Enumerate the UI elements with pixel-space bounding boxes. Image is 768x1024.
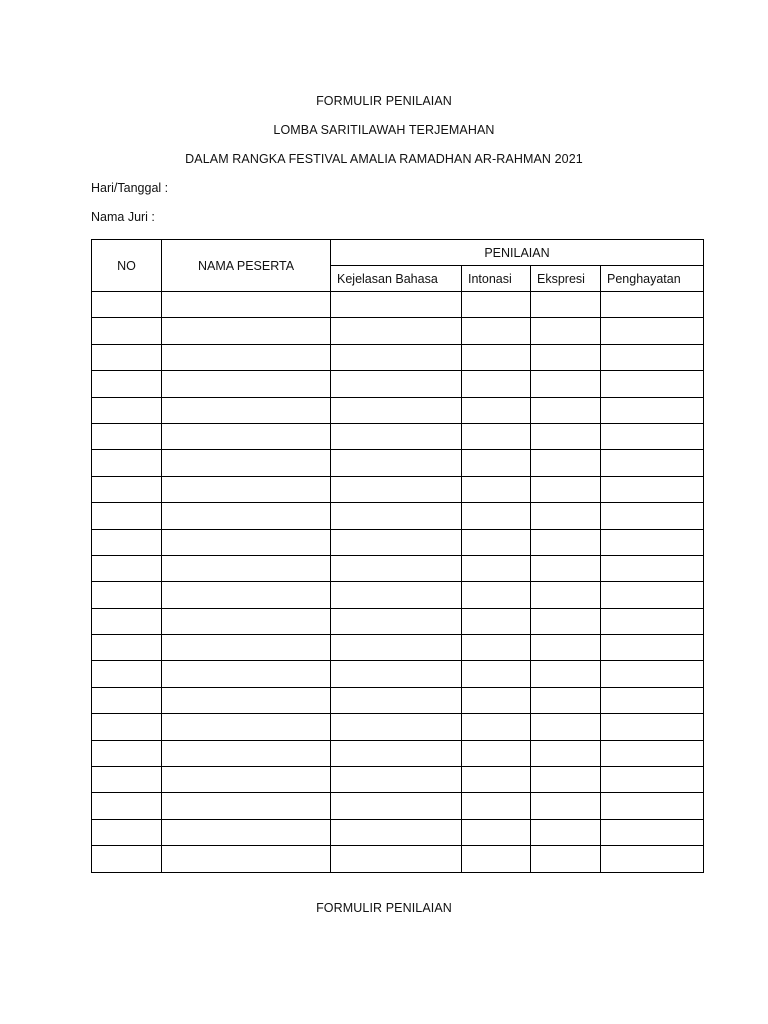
cell-expression-score: [531, 661, 601, 687]
cell-intonation-score: [462, 292, 531, 318]
cell-no: [92, 318, 162, 344]
table-row: [92, 344, 704, 370]
cell-expression-score: [531, 318, 601, 344]
cell-clarity-score: [331, 344, 462, 370]
cell-intonation-score: [462, 687, 531, 713]
cell-appreciation-score: [601, 767, 704, 793]
table-row: [92, 714, 704, 740]
cell-appreciation-score: [601, 714, 704, 740]
cell-participant-name: [162, 714, 331, 740]
event-title: DALAM RANGKA FESTIVAL AMALIA RAMADHAN AR-RAHMAN 2021: [185, 152, 583, 166]
cell-intonation-score: [462, 476, 531, 502]
cell-participant-name: [162, 635, 331, 661]
cell-participant-name: [162, 608, 331, 634]
cell-no: [92, 687, 162, 713]
table-row: [92, 423, 704, 449]
cell-participant-name: [162, 529, 331, 555]
table-row: [92, 476, 704, 502]
table-row: [92, 687, 704, 713]
cell-clarity-score: [331, 529, 462, 555]
cell-intonation-score: [462, 503, 531, 529]
table-row: [92, 846, 704, 872]
cell-intonation-score: [462, 450, 531, 476]
cell-appreciation-score: [601, 608, 704, 634]
cell-participant-name: [162, 344, 331, 370]
cell-no: [92, 582, 162, 608]
header-criterion-clarity: Kejelasan Bahasa: [331, 266, 462, 292]
cell-appreciation-score: [601, 793, 704, 819]
table-body: [92, 292, 704, 873]
cell-participant-name: [162, 846, 331, 872]
cell-no: [92, 793, 162, 819]
cell-participant-name: [162, 819, 331, 845]
cell-no: [92, 819, 162, 845]
cell-intonation-score: [462, 555, 531, 581]
form-title: FORMULIR PENILAIAN: [316, 94, 452, 108]
cell-appreciation-score: [601, 397, 704, 423]
cell-appreciation-score: [601, 423, 704, 449]
table-row: [92, 292, 704, 318]
cell-appreciation-score: [601, 529, 704, 555]
table-row: [92, 767, 704, 793]
table-row: [92, 371, 704, 397]
cell-intonation-score: [462, 793, 531, 819]
cell-no: [92, 608, 162, 634]
cell-participant-name: [162, 767, 331, 793]
cell-clarity-score: [331, 423, 462, 449]
cell-clarity-score: [331, 608, 462, 634]
cell-clarity-score: [331, 292, 462, 318]
cell-expression-score: [531, 819, 601, 845]
table-row: [92, 582, 704, 608]
cell-no: [92, 292, 162, 318]
cell-intonation-score: [462, 582, 531, 608]
cell-intonation-score: [462, 344, 531, 370]
header-criterion-expression: Ekspresi: [531, 266, 601, 292]
cell-expression-score: [531, 687, 601, 713]
cell-clarity-score: [331, 582, 462, 608]
cell-expression-score: [531, 555, 601, 581]
cell-participant-name: [162, 397, 331, 423]
cell-appreciation-score: [601, 450, 704, 476]
cell-intonation-score: [462, 318, 531, 344]
cell-clarity-score: [331, 450, 462, 476]
cell-intonation-score: [462, 397, 531, 423]
header-assessment: PENILAIAN: [331, 240, 704, 266]
cell-participant-name: [162, 582, 331, 608]
cell-intonation-score: [462, 819, 531, 845]
cell-appreciation-score: [601, 371, 704, 397]
cell-participant-name: [162, 687, 331, 713]
cell-appreciation-score: [601, 819, 704, 845]
table-row: [92, 793, 704, 819]
cell-clarity-score: [331, 661, 462, 687]
table-row: [92, 318, 704, 344]
cell-clarity-score: [331, 371, 462, 397]
cell-clarity-score: [331, 555, 462, 581]
cell-expression-score: [531, 423, 601, 449]
cell-participant-name: [162, 292, 331, 318]
cell-clarity-score: [331, 687, 462, 713]
table-row: [92, 740, 704, 766]
cell-no: [92, 397, 162, 423]
table-row: [92, 503, 704, 529]
header-criterion-intonation: Intonasi: [462, 266, 531, 292]
cell-clarity-score: [331, 318, 462, 344]
cell-expression-score: [531, 582, 601, 608]
cell-no: [92, 503, 162, 529]
cell-appreciation-score: [601, 740, 704, 766]
cell-participant-name: [162, 793, 331, 819]
cell-appreciation-score: [601, 846, 704, 872]
cell-no: [92, 661, 162, 687]
table-row: [92, 555, 704, 581]
cell-no: [92, 767, 162, 793]
cell-no: [92, 555, 162, 581]
table-row: [92, 450, 704, 476]
cell-intonation-score: [462, 423, 531, 449]
cell-clarity-score: [331, 846, 462, 872]
cell-participant-name: [162, 476, 331, 502]
cell-appreciation-score: [601, 555, 704, 581]
cell-participant-name: [162, 423, 331, 449]
cell-clarity-score: [331, 740, 462, 766]
table-row: [92, 529, 704, 555]
header-participant-name: NAMA PESERTA: [162, 240, 331, 292]
table-row: [92, 397, 704, 423]
header-no: NO: [92, 240, 162, 292]
table-row: [92, 661, 704, 687]
cell-expression-score: [531, 503, 601, 529]
cell-expression-score: [531, 397, 601, 423]
cell-appreciation-score: [601, 687, 704, 713]
cell-participant-name: [162, 450, 331, 476]
table-row: [92, 635, 704, 661]
cell-clarity-score: [331, 397, 462, 423]
cell-expression-score: [531, 714, 601, 740]
cell-clarity-score: [331, 819, 462, 845]
cell-participant-name: [162, 740, 331, 766]
header-criterion-appreciation: Penghayatan: [601, 266, 704, 292]
cell-expression-score: [531, 344, 601, 370]
cell-appreciation-score: [601, 661, 704, 687]
cell-expression-score: [531, 608, 601, 634]
cell-intonation-score: [462, 529, 531, 555]
cell-expression-score: [531, 371, 601, 397]
cell-participant-name: [162, 661, 331, 687]
cell-no: [92, 450, 162, 476]
cell-no: [92, 740, 162, 766]
cell-expression-score: [531, 450, 601, 476]
competition-title: LOMBA SARITILAWAH TERJEMAHAN: [273, 123, 495, 137]
cell-no: [92, 714, 162, 740]
cell-intonation-score: [462, 714, 531, 740]
cell-expression-score: [531, 635, 601, 661]
cell-no: [92, 846, 162, 872]
cell-appreciation-score: [601, 292, 704, 318]
next-form-title: FORMULIR PENILAIAN: [316, 901, 452, 915]
cell-appreciation-score: [601, 318, 704, 344]
cell-clarity-score: [331, 714, 462, 740]
cell-participant-name: [162, 503, 331, 529]
cell-participant-name: [162, 371, 331, 397]
cell-no: [92, 635, 162, 661]
cell-appreciation-score: [601, 344, 704, 370]
cell-clarity-score: [331, 503, 462, 529]
cell-appreciation-score: [601, 582, 704, 608]
cell-intonation-score: [462, 371, 531, 397]
cell-expression-score: [531, 767, 601, 793]
cell-no: [92, 423, 162, 449]
cell-intonation-score: [462, 740, 531, 766]
cell-clarity-score: [331, 793, 462, 819]
judge-field-label: Nama Juri :: [91, 210, 155, 224]
cell-participant-name: [162, 555, 331, 581]
cell-appreciation-score: [601, 635, 704, 661]
cell-appreciation-score: [601, 503, 704, 529]
cell-expression-score: [531, 846, 601, 872]
cell-no: [92, 529, 162, 555]
date-field-label: Hari/Tanggal :: [91, 181, 169, 195]
cell-intonation-score: [462, 661, 531, 687]
table-row: [92, 608, 704, 634]
cell-expression-score: [531, 740, 601, 766]
cell-no: [92, 371, 162, 397]
table-row: [92, 819, 704, 845]
cell-expression-score: [531, 793, 601, 819]
cell-expression-score: [531, 529, 601, 555]
cell-participant-name: [162, 318, 331, 344]
cell-no: [92, 476, 162, 502]
cell-clarity-score: [331, 476, 462, 502]
cell-expression-score: [531, 292, 601, 318]
cell-intonation-score: [462, 635, 531, 661]
cell-intonation-score: [462, 846, 531, 872]
cell-clarity-score: [331, 767, 462, 793]
cell-intonation-score: [462, 608, 531, 634]
cell-no: [92, 344, 162, 370]
cell-appreciation-score: [601, 476, 704, 502]
cell-expression-score: [531, 476, 601, 502]
cell-clarity-score: [331, 635, 462, 661]
scoring-table: [91, 239, 704, 873]
cell-intonation-score: [462, 767, 531, 793]
